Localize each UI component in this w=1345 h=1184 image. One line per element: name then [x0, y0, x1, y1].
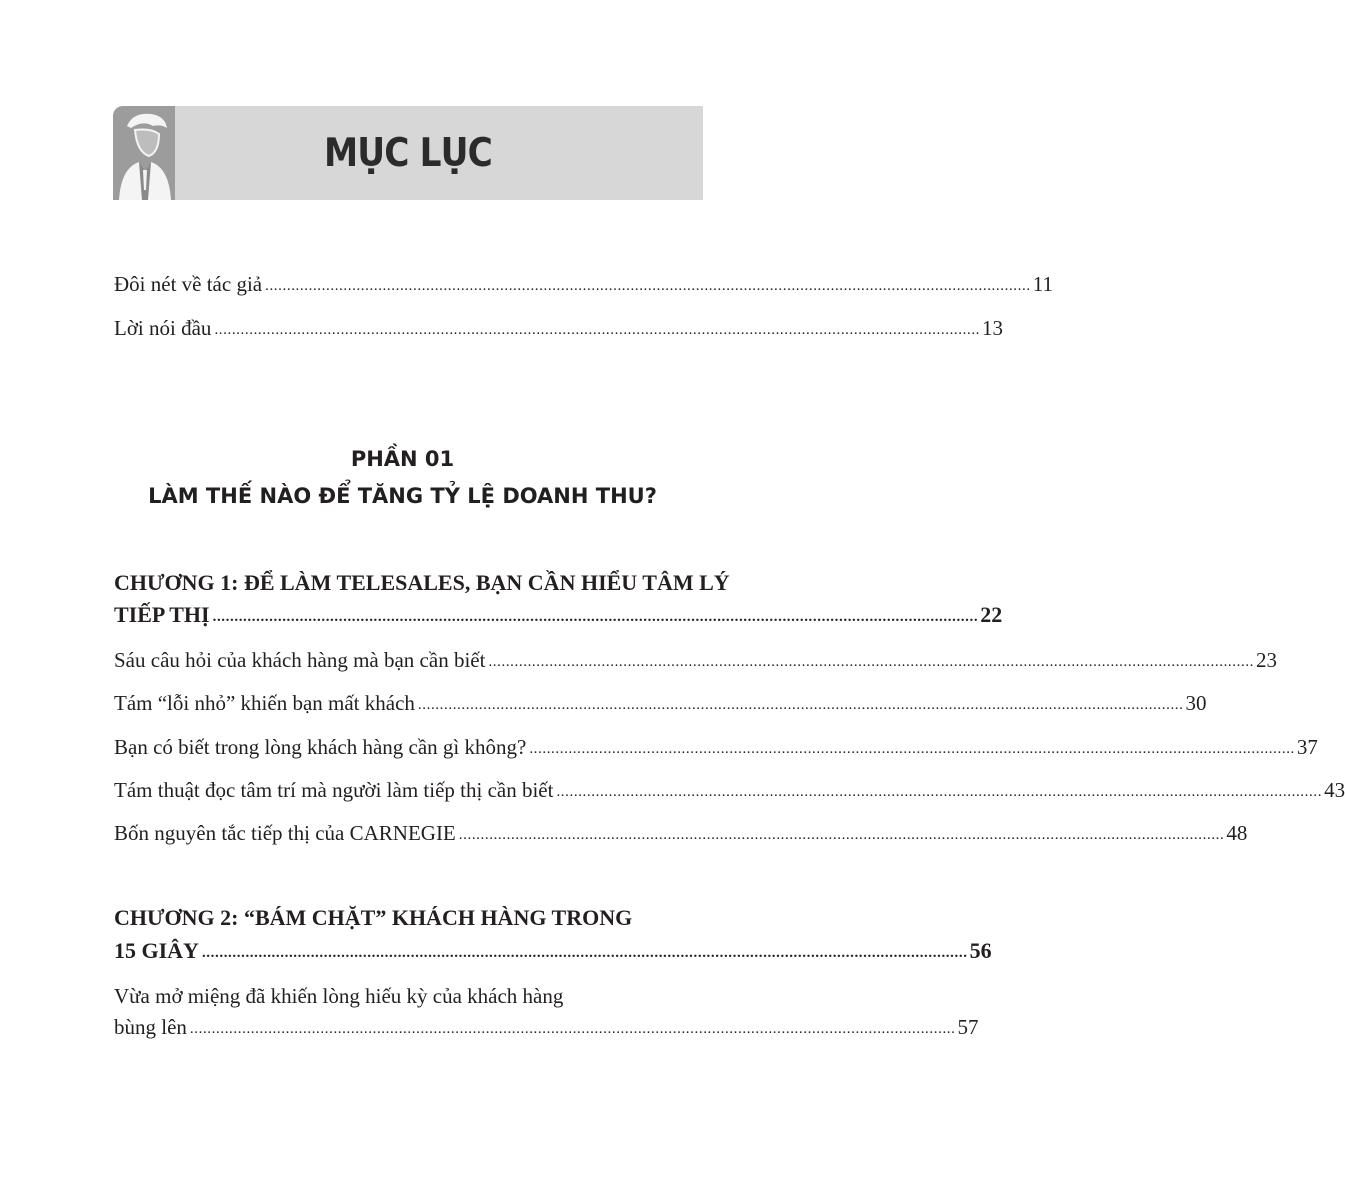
chapter-page: 56	[969, 938, 992, 963]
chapter-title-line[interactable]: CHƯƠNG 2: “BÁM CHẶT” KHÁCH HÀNG TRONG	[114, 905, 633, 930]
toc-entry[interactable]	[114, 315, 1004, 341]
toc-entry-label: Lời nói đầu	[114, 316, 212, 340]
toc-entry-label: Tám “lỗi nhỏ” khiến bạn mất khách	[114, 691, 415, 715]
toc-entry[interactable]	[114, 647, 1278, 673]
toc-entry-page: 11	[1032, 272, 1053, 296]
leader-dots: ................................................................................................................................................................................	[417, 697, 1184, 713]
leader-dots: ................................................................................................................................................................................	[214, 322, 981, 338]
leader-dots: ................................................................................................................................................................................	[556, 784, 1323, 800]
chapter-title-line[interactable]: CHƯƠNG 1: ĐỂ LÀM TELESALES, BẠN CẦN HIỂU TÂM LÝ	[114, 570, 730, 595]
leader-dots: ................................................................................................................................................................................	[189, 1021, 956, 1037]
toc-entry-page: 43	[1324, 778, 1345, 802]
toc-entry-page: 48	[1226, 821, 1248, 845]
chapter-entry[interactable]	[114, 938, 992, 964]
toc-entry-label: Đôi nét về tác giả	[114, 272, 263, 296]
toc-entry[interactable]	[114, 271, 1053, 297]
part-title: LÀM THẾ NÀO ĐỂ TĂNG TỶ LỆ DOANH THU?	[148, 484, 657, 508]
toc-entry-label-line[interactable]: Vừa mở miệng đã khiến lòng hiếu kỳ của khách hàng	[114, 984, 564, 1008]
toc-entry-page: 57	[957, 1015, 979, 1039]
toc-entry[interactable]	[114, 1014, 979, 1040]
toc-entry-page: 23	[1256, 648, 1278, 672]
chapter-title-line: 15 GIÂY	[114, 938, 199, 963]
toc-entry-label: Bốn nguyên tắc tiếp thị của CARNEGIE	[114, 821, 456, 845]
toc-entry-label: Tám thuật đọc tâm trí mà người làm tiếp thị cần biết	[114, 778, 554, 802]
leader-dots: ................................................................................................................................................................................	[529, 741, 1295, 757]
toc-entry[interactable]	[114, 690, 1207, 716]
leader-dots: ................................................................................................................................................................................	[265, 278, 1031, 294]
chapter-page: 22	[980, 602, 1003, 627]
leader-dots: ................................................................................................................................................................................	[201, 945, 968, 961]
page-title: MỤC LỤC	[324, 130, 492, 176]
toc-entry-page: 37	[1296, 735, 1318, 759]
toc-entry-page: 13	[982, 316, 1004, 340]
toc-entry-label: Sáu câu hỏi của khách hàng mà bạn cần biết	[114, 648, 486, 672]
toc-entry-page: 30	[1185, 691, 1207, 715]
chapter-entry[interactable]	[114, 602, 1003, 628]
leader-dots: ................................................................................................................................................................................	[212, 609, 979, 625]
toc-entry[interactable]	[114, 734, 1318, 760]
toc-entry[interactable]	[114, 820, 1248, 846]
toc-entry-label: Bạn có biết trong lòng khách hàng cần gì không?	[114, 735, 527, 759]
part-number: PHẦN 01	[350, 447, 455, 471]
leader-dots: ................................................................................................................................................................................	[458, 827, 1225, 843]
leader-dots: ................................................................................................................................................................................	[488, 654, 1255, 670]
toc-entry-label: bùng lên	[114, 1015, 187, 1039]
chapter-title-line: TIẾP THỊ	[114, 602, 210, 627]
toc-entry[interactable]	[114, 777, 1345, 803]
